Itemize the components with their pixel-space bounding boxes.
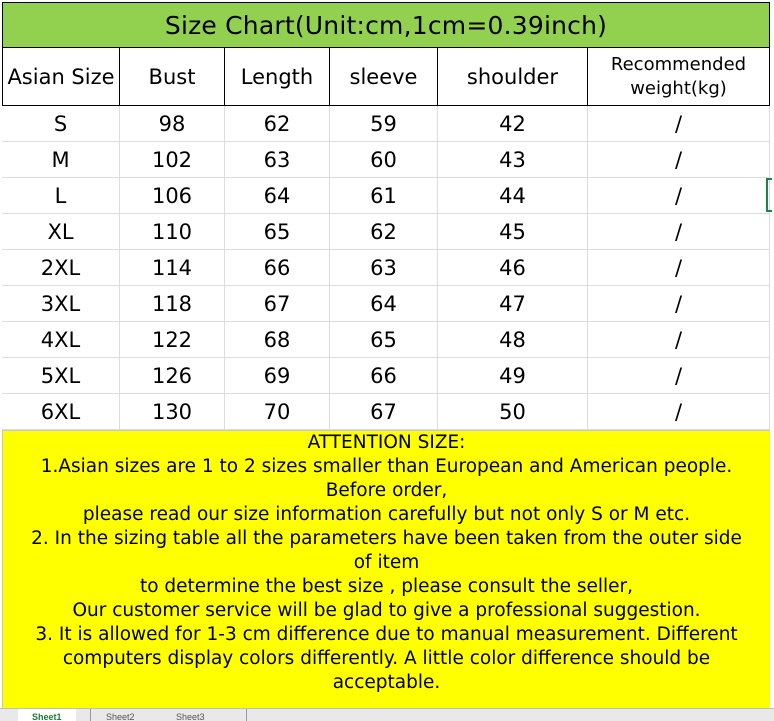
table-row xyxy=(2,106,770,142)
cell-size[interactable]: 5XL xyxy=(2,358,120,394)
header-asian-size[interactable]: Asian Size xyxy=(2,48,120,106)
cell-sleeve[interactable]: 61 xyxy=(330,178,438,214)
table-row xyxy=(2,286,770,322)
cell-shoulder[interactable]: 44 xyxy=(438,178,588,214)
cell-recommended-weight[interactable]: / xyxy=(588,358,770,394)
cell-bust[interactable]: 122 xyxy=(120,322,225,358)
cell-sleeve[interactable]: 60 xyxy=(330,142,438,178)
cell-sleeve[interactable]: 66 xyxy=(330,358,438,394)
table-row xyxy=(2,142,770,178)
header-length[interactable]: Length xyxy=(225,48,330,106)
cell-recommended-weight[interactable]: / xyxy=(588,106,770,142)
tab-divider xyxy=(246,709,247,721)
header-recommended-weight[interactable] xyxy=(588,48,770,106)
cell-size[interactable]: 3XL xyxy=(2,286,120,322)
tab-divider xyxy=(90,709,91,721)
notice-line: Before order, xyxy=(325,480,448,501)
notice-line: Our customer service will be glad to give a professional suggestion. xyxy=(72,600,701,621)
cell-shoulder[interactable]: 46 xyxy=(438,250,588,286)
notice-line: please read our size information carefully but not only S or M etc. xyxy=(82,504,691,525)
cell-shoulder[interactable]: 49 xyxy=(438,358,588,394)
cell-recommended-weight[interactable]: / xyxy=(588,214,770,250)
cell-shoulder[interactable]: 50 xyxy=(438,394,588,430)
cell-bust[interactable]: 102 xyxy=(120,142,225,178)
cell-length[interactable]: 70 xyxy=(225,394,330,430)
cell-length[interactable]: 69 xyxy=(225,358,330,394)
cell-size[interactable]: S xyxy=(2,106,120,142)
sheet-tab-1[interactable]: Sheet1 xyxy=(18,709,76,721)
cell-shoulder[interactable]: 43 xyxy=(438,142,588,178)
cell-recommended-weight[interactable]: / xyxy=(588,394,770,430)
table-row xyxy=(2,394,770,430)
table-header-row xyxy=(2,48,770,106)
cell-recommended-weight[interactable]: / xyxy=(588,286,770,322)
cell-length[interactable]: 67 xyxy=(225,286,330,322)
header-shoulder[interactable]: shoulder xyxy=(438,48,588,106)
cell-size[interactable]: 4XL xyxy=(2,322,120,358)
cell-size[interactable]: M xyxy=(2,142,120,178)
cell-size[interactable]: 2XL xyxy=(2,250,120,286)
cell-sleeve[interactable]: 67 xyxy=(330,394,438,430)
notice-line: 3. It is allowed for 1-3 cm difference due to manual measurement. Different xyxy=(35,624,738,645)
selected-cell-indicator xyxy=(766,178,772,212)
cell-bust[interactable]: 130 xyxy=(120,394,225,430)
notice-line: 2. In the sizing table all the parameters have been taken from the outer side xyxy=(31,528,742,549)
cell-bust[interactable]: 118 xyxy=(120,286,225,322)
cell-sleeve[interactable]: 62 xyxy=(330,214,438,250)
notice-line: acceptable. xyxy=(332,672,441,693)
cell-length[interactable]: 63 xyxy=(225,142,330,178)
cell-bust[interactable]: 126 xyxy=(120,358,225,394)
cell-bust[interactable]: 114 xyxy=(120,250,225,286)
cell-length[interactable]: 62 xyxy=(225,106,330,142)
notice-line: 1.Asian sizes are 1 to 2 sizes smaller than European and American people. xyxy=(40,456,733,477)
cell-size[interactable]: L xyxy=(2,178,120,214)
cell-length[interactable]: 64 xyxy=(225,178,330,214)
cell-length[interactable]: 66 xyxy=(225,250,330,286)
sheet-tab-2[interactable]: Sheet2 xyxy=(106,712,135,721)
cell-bust[interactable]: 106 xyxy=(120,178,225,214)
cell-length[interactable]: 65 xyxy=(225,214,330,250)
notice-line: of item xyxy=(353,552,420,573)
table-row xyxy=(2,178,770,214)
cell-sleeve[interactable]: 64 xyxy=(330,286,438,322)
cell-shoulder[interactable]: 45 xyxy=(438,214,588,250)
cell-recommended-weight[interactable]: / xyxy=(588,178,770,214)
header-recommended-line1: Recommended xyxy=(610,53,747,75)
cell-size[interactable]: 6XL xyxy=(2,394,120,430)
notice-line: computers display colors differently. A little color difference should be xyxy=(62,648,711,669)
header-sleeve[interactable]: sleeve xyxy=(330,48,438,106)
cell-recommended-weight[interactable]: / xyxy=(588,250,770,286)
size-chart-title[interactable]: Size Chart(Unit:cm,1cm=0.39inch) xyxy=(2,2,770,48)
header-bust[interactable]: Bust xyxy=(120,48,225,106)
notice-line: ATTENTION SIZE: xyxy=(307,432,466,453)
cell-recommended-weight[interactable]: / xyxy=(588,322,770,358)
table-row xyxy=(2,358,770,394)
cell-sleeve[interactable]: 65 xyxy=(330,322,438,358)
cell-sleeve[interactable]: 59 xyxy=(330,106,438,142)
cell-sleeve[interactable]: 63 xyxy=(330,250,438,286)
cell-bust[interactable]: 98 xyxy=(120,106,225,142)
header-recommended-line2: weight(kg) xyxy=(630,77,727,99)
cell-shoulder[interactable]: 47 xyxy=(438,286,588,322)
sheet-tab-3[interactable]: Sheet3 xyxy=(176,712,205,721)
table-row xyxy=(2,322,770,358)
cell-size[interactable]: XL xyxy=(2,214,120,250)
table-row xyxy=(2,250,770,286)
sheet-tab-bar xyxy=(0,708,774,721)
notice-line: to determine the best size , please consult the seller, xyxy=(139,576,634,597)
table-row xyxy=(2,214,770,250)
cell-length[interactable]: 68 xyxy=(225,322,330,358)
cell-shoulder[interactable]: 42 xyxy=(438,106,588,142)
cell-bust[interactable]: 110 xyxy=(120,214,225,250)
cell-recommended-weight[interactable]: / xyxy=(588,142,770,178)
attention-notice[interactable] xyxy=(2,430,770,708)
cell-shoulder[interactable]: 48 xyxy=(438,322,588,358)
